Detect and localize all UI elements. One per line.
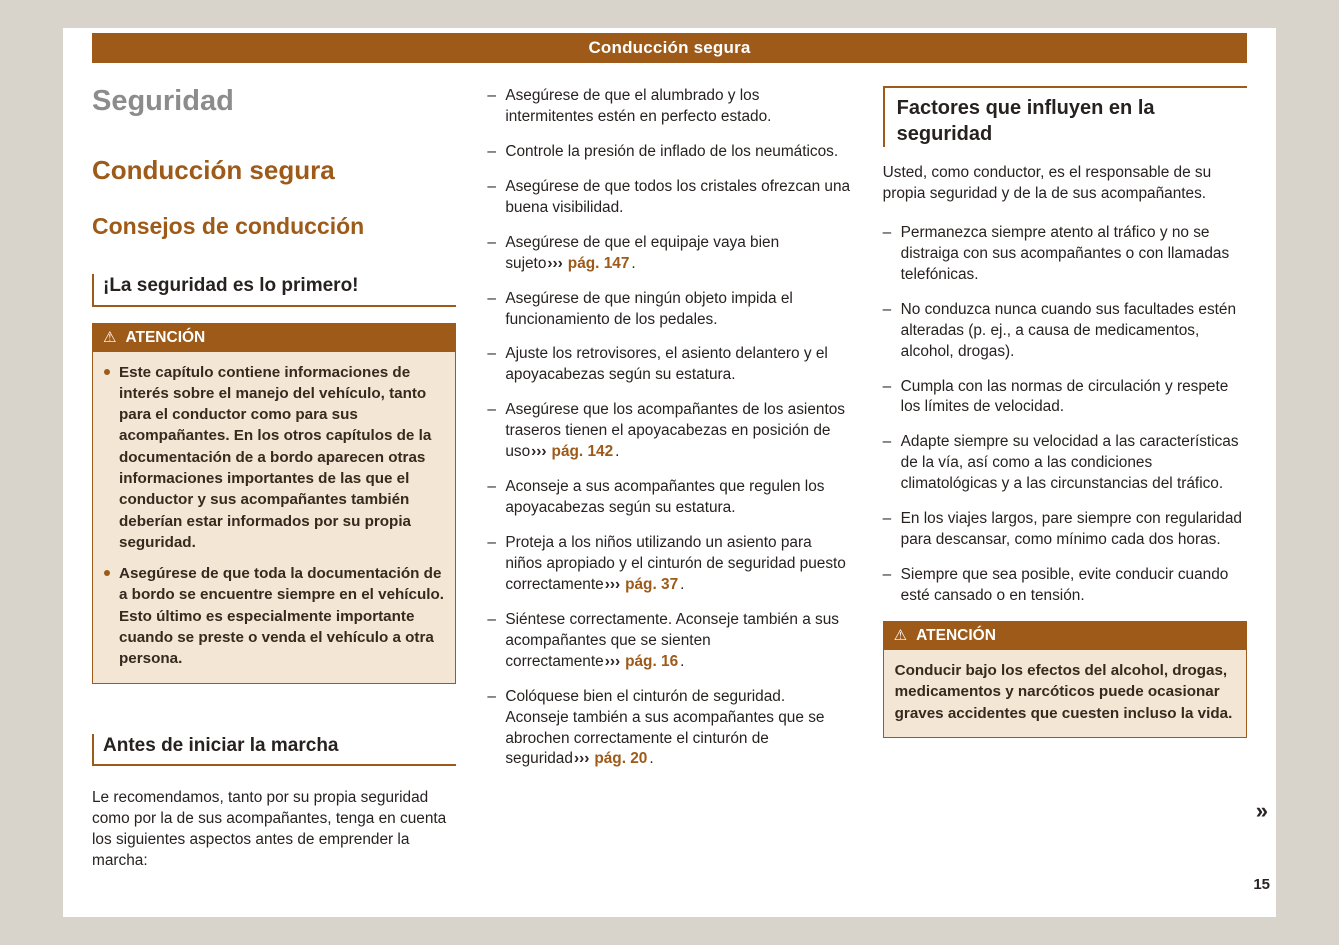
list-item (883, 223, 1247, 286)
dash-bullet: – (882, 433, 892, 451)
dash-bullet: – (487, 478, 496, 496)
dash-bullet: – (487, 233, 496, 251)
dash-bullet: – (882, 377, 892, 395)
list-item (487, 610, 851, 673)
dash-bullet: – (487, 177, 496, 195)
dash-bullet: – (487, 289, 496, 307)
list-item (487, 687, 851, 771)
list-item (883, 377, 1247, 419)
page-ref-link[interactable]: pág. 147 (567, 254, 630, 272)
heading-safety-first: ¡La seguridad es lo primero! (92, 274, 456, 307)
list-item (883, 565, 1247, 607)
page-ref-link[interactable]: pág. 37 (625, 575, 679, 593)
warning-body (883, 650, 1247, 738)
item-text: Asegúrese de que el alumbrado y los intermitentes estén en perfecto estado. (505, 87, 772, 125)
warning-header (92, 323, 456, 352)
list-item (487, 86, 851, 128)
page-number: 15 (1253, 876, 1270, 893)
continuation-marker: » (1255, 798, 1268, 823)
cross-ref-arrows-icon: ››› (531, 443, 547, 461)
warning-triangle-icon: ⚠ (103, 328, 117, 346)
warning-bullet-text: Este capítulo contiene informaciones de interés sobre el manejo del vehículo, tanto para el conductor como para sus acompañantes. En los otros capítulos de la documentación de a bordo aparecen otras informaciones importantes de las que el conductor y sus acompañantes también deberían estar informados por su propia seguridad. (119, 363, 432, 551)
warning-bullet-item (104, 362, 444, 554)
list-item (487, 142, 851, 163)
chapter-header-title: Conducción segura (588, 38, 751, 57)
bullet-dot-icon (104, 369, 110, 375)
heading-before-driving: Antes de iniciar la marcha (92, 734, 456, 767)
dash-bullet: – (487, 401, 496, 419)
page-ref-link[interactable]: pág. 142 (551, 443, 614, 461)
page-ref-link[interactable]: pág. 20 (594, 750, 648, 768)
warning-label: ATENCIÓN (916, 626, 996, 644)
item-text: Permanezca siempre atento al tráfico y no se distraiga con sus acompañantes o con llamadas telefónicas. (900, 223, 1230, 283)
item-text-post: . (680, 652, 685, 670)
dash-bullet: – (882, 223, 892, 241)
item-text: Siempre que sea posible, evite conducir cuando esté cansado o en tensión. (900, 566, 1229, 604)
item-text-post: . (680, 575, 685, 593)
list-item (487, 400, 851, 463)
page-ref-link[interactable]: pág. 16 (625, 652, 679, 670)
list-item (883, 300, 1247, 363)
item-text: Ajuste los retrovisores, el asiento delantero y el apoyacabezas según su estatura. (505, 345, 828, 384)
list-item (487, 289, 851, 331)
item-text: Asegúrese que los acompañantes de los asientos traseros tienen el apoyacabezas en posición de uso (505, 401, 845, 461)
item-text: Asegúrese de que ningún objeto impida el funcionamiento de los pedales. (505, 289, 793, 328)
dash-bullet: – (882, 566, 892, 584)
dash-bullet: – (487, 610, 496, 628)
list-item (487, 344, 851, 386)
cross-ref-arrows-icon: ››› (573, 750, 590, 768)
item-text: Adapte siempre su velocidad a las características de la vía, así como a las condiciones climatológicas y a las circunstancias del tráfico. (900, 433, 1239, 493)
item-text: Siéntese correctamente. Aconseje también a sus acompañantes que se sienten correctamente (505, 610, 839, 670)
warning-box (92, 323, 456, 684)
before-driving-intro: Le recomendamos, tanto por su propia seguridad como por la de sus acompañantes, tenga en cuenta los siguientes aspectos antes de emprender la marcha: (92, 789, 447, 870)
warning-triangle-icon: ⚠ (893, 626, 908, 644)
list-item (487, 233, 851, 275)
item-text: Controle la presión de inflado de los neumáticos. (505, 142, 839, 160)
list-item (487, 477, 851, 519)
chapter-title: Conducción segura (92, 154, 335, 185)
item-text: Aconseje a sus acompañantes que regulen los apoyacabezas según su estatura. (505, 478, 825, 517)
chapter-header-bar (92, 33, 1247, 63)
middle-column (487, 86, 851, 872)
warning-body (92, 352, 456, 684)
cross-ref-arrows-icon: ››› (547, 254, 563, 272)
item-text-post: . (649, 750, 654, 768)
item-text: Colóquese bien el cinturón de seguridad. Aconseje también a sus acompañantes que se abrochen correctamente el cinturón de seguridad (505, 687, 825, 768)
cross-ref-arrows-icon: ››› (604, 575, 621, 593)
cross-ref-arrows-icon: ››› (604, 652, 621, 670)
left-column (92, 86, 456, 872)
item-text-post: . (615, 443, 620, 461)
warning-header (883, 621, 1247, 650)
dash-bullet: – (487, 87, 496, 104)
book-section-kicker: Seguridad (92, 85, 234, 117)
item-text: Asegúrese de que todos los cristales ofrezcan una buena visibilidad. (505, 177, 851, 216)
right-column (883, 86, 1247, 872)
dash-bullet: – (487, 687, 496, 705)
warning-label: ATENCIÓN (125, 328, 206, 346)
dash-bullet: – (882, 510, 892, 528)
item-text: No conduzca nunca cuando sus facultades estén alteradas (p. ej., a causa de medicamentos, alcohol, drogas). (900, 300, 1237, 360)
manual-page (63, 28, 1276, 917)
dash-bullet: – (487, 345, 496, 363)
warning-bullet-item (104, 563, 444, 669)
item-text: En los viajes largos, pare siempre con regularidad para descansar, como mínimo cada dos horas. (900, 510, 1242, 549)
section-title: Consejos de conducción (92, 213, 365, 240)
dash-bullet: – (487, 142, 496, 160)
item-text-post: . (631, 254, 636, 272)
item-text: Proteja a los niños utilizando un asiento para niños apropiado y el cinturón de seguridad puesto correctamente (505, 534, 846, 593)
dash-bullet: – (882, 300, 892, 318)
list-item (487, 533, 851, 596)
list-item (487, 177, 851, 219)
item-text: Cumpla con las normas de circulación y respete los límites de velocidad. (900, 377, 1229, 416)
dash-bullet: – (487, 534, 496, 551)
bullet-dot-icon (104, 570, 110, 576)
heading-safety-factors: Factores que influyen en la seguridad (883, 86, 1247, 147)
content-columns (92, 86, 1247, 872)
list-item (883, 509, 1247, 551)
warning-text: Conducir bajo los efectos del alcohol, drogas, medicamentos y narcóticos puede ocasionar graves accidentes que cuesten incluso la vida. (894, 662, 1233, 722)
list-item (883, 432, 1247, 495)
safety-factors-intro: Usted, como conductor, es el responsable de su propia seguridad y de la de sus acompañantes. (882, 164, 1212, 202)
warning-bullet-text: Asegúrese de que toda la documentación de a bordo se encuentre siempre en el vehículo. Esto último es especialmente importante cuando se preste o venda el vehículo a otra persona. (119, 565, 444, 668)
item-text: Asegúrese de que el equipaje vaya bien sujeto (505, 233, 780, 272)
warning-box (883, 621, 1247, 738)
